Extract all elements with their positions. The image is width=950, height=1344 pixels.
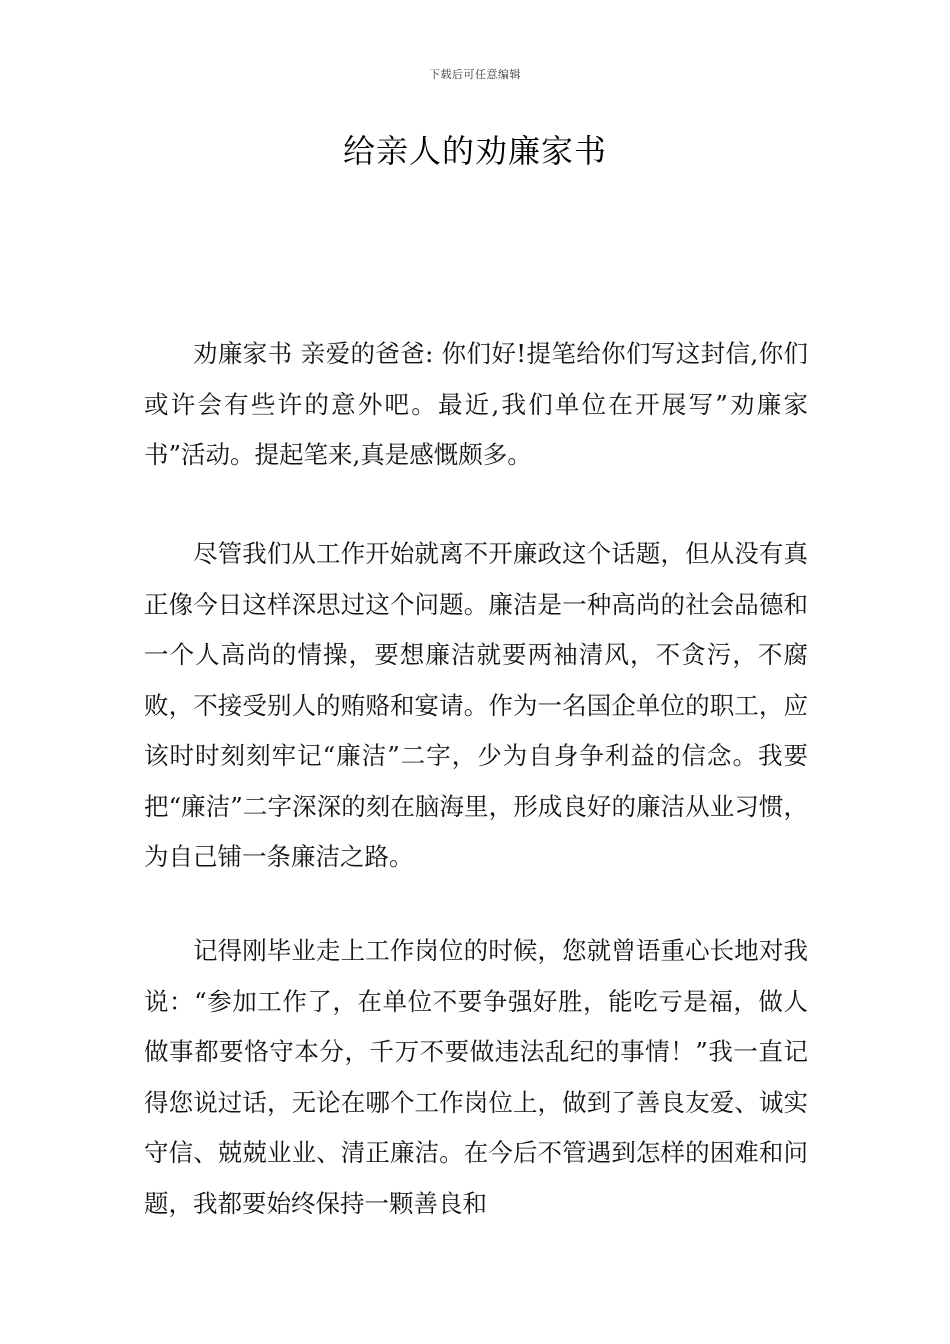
- paragraph-memory: [144, 926, 808, 1229]
- header-note: 下载后可任意编辑: [429, 68, 521, 81]
- page-title: 给亲人的劝廉家书: [342, 132, 607, 170]
- paragraph-text: 记得刚毕业走上工作岗位的时候，您就曾语重心长地对我说：“参加工作了，在单位不要争强好胜，能吃亏是福，做人做事都要恪守本分，千万不要做违法乱纪的事情！”我一直记得您说过话，无论在哪个工作岗位上，做到了善良友爱、诚实守信、兢兢业业、清正廉洁。在今后不管遇到怎样的困难和问题，我都要始终保持一颗善良和: [144, 936, 808, 1218]
- paragraph-text: 尽管我们从工作开始就离不开廉政这个话题，但从没有真正像今日这样深思过这个问题。廉洁是一种高尚的社会品德和一个人高尚的情操，要想廉洁就要两袖清风，不贪污，不腐败，不接受别人的贿赂和宴请。作为一名国企单位的职工，应该时时刻刻牢记“廉洁”二字，少为自身争利益的信念。我要把“廉洁”二字深深的刻在脑海里，形成良好的廉洁从业习惯，为自己铺一条廉洁之路。: [144, 539, 808, 871]
- paragraph-integrity: [144, 529, 808, 883]
- paragraph-intro: [144, 329, 808, 481]
- paragraph-text: 劝廉家书 亲爱的爸爸: 你们好!提笔给你们写这封信,你们或许会有些许的意外吧。最近,我们单位在开展写”劝廉家书”活动。提起笔来,真是感慨颇多。: [144, 339, 808, 469]
